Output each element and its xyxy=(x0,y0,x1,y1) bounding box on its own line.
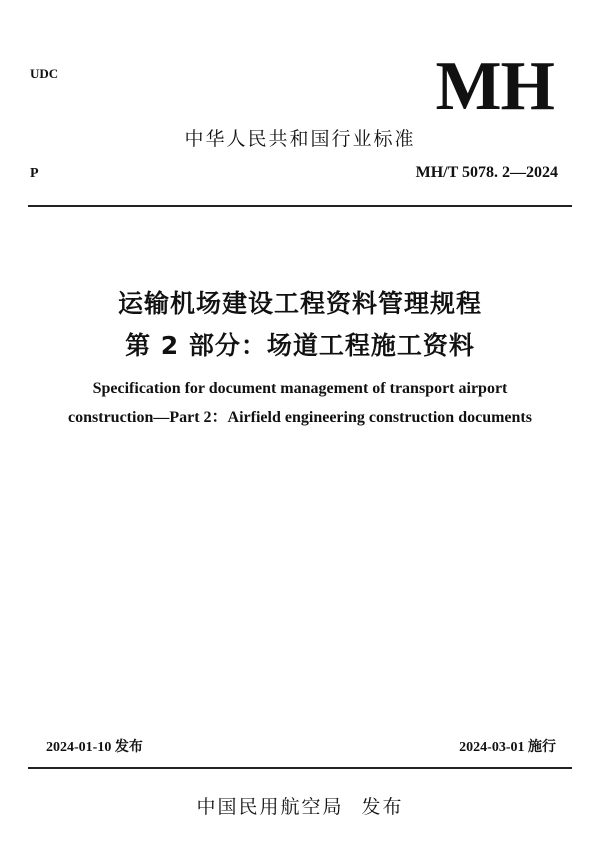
standard-code: MH/T 5078. 2—2024 xyxy=(415,164,558,181)
issue-label: 发布 xyxy=(361,796,404,818)
title-en-line2: construction—Part 2：Airfield engineering construction documents xyxy=(68,409,532,426)
top-divider xyxy=(28,205,572,207)
issuer-line xyxy=(0,792,600,819)
effective-date: 2024-03-01 施行 xyxy=(459,740,556,755)
standard-type: 中华人民共和国行业标准 xyxy=(184,128,416,150)
title-en-line1: Specification for document management of transport airport xyxy=(92,380,508,397)
issue-date: 2024-01-10 发布 xyxy=(46,740,143,755)
issuer: 中国民用航空局 xyxy=(196,796,344,818)
title-zh-line1: 运输机场建设工程资料管理规程 xyxy=(117,289,482,318)
bottom-divider xyxy=(28,767,572,769)
udc-label: UDC xyxy=(30,66,59,81)
title-zh-line2: 第 2 部分：场道工程施工资料 xyxy=(125,331,475,360)
mh-logo: MH xyxy=(435,48,554,125)
classification-code: P xyxy=(30,166,39,181)
